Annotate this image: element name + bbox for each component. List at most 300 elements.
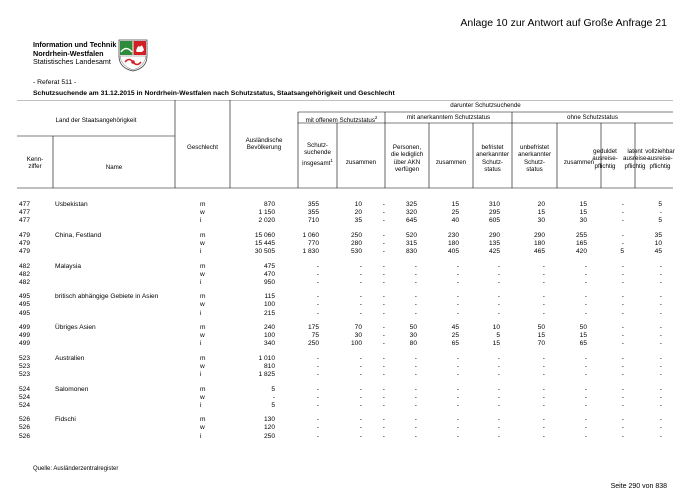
header-darunter: darunter Schutzsuchende [450, 102, 521, 109]
row-value: 465 [533, 248, 545, 256]
row-value: - [316, 301, 319, 309]
row-value: 30 505 [254, 248, 275, 256]
row-value: - [456, 385, 459, 393]
table-row [17, 301, 673, 309]
row-value: - [659, 301, 662, 309]
row-value: - [584, 278, 587, 286]
row-value: - [621, 239, 624, 247]
row-value: 770 [307, 239, 319, 247]
row-kennziffer: 477 [19, 201, 31, 208]
row-kennziffer: 482 [19, 278, 31, 286]
row-value: - [497, 309, 500, 317]
row-value: - [584, 432, 587, 440]
header-auslaendische-bevoelkerung: Ausländische Bevölkerung [245, 137, 283, 152]
table-row [17, 293, 673, 301]
table-row [17, 402, 673, 410]
row-value: 100 [263, 332, 275, 340]
row-value: - [359, 278, 362, 286]
table-row [17, 310, 673, 318]
table-row [17, 201, 673, 209]
header-ohne: ohne Schutzstatus [567, 114, 618, 121]
row-value: - [542, 416, 545, 424]
row-value: - [316, 362, 319, 370]
country-group [17, 232, 673, 257]
row-value: - [621, 209, 624, 217]
row-value: - [621, 293, 624, 301]
row-value: 15 [537, 332, 545, 340]
row-kennziffer: 526 [19, 416, 31, 424]
row-value: - [621, 385, 624, 393]
row-value: 475 [263, 262, 275, 270]
row-value: 290 [488, 231, 500, 239]
row-kennziffer: 523 [19, 371, 31, 379]
row-value: - [621, 401, 624, 409]
row-value: - [316, 371, 319, 379]
row-value: - [316, 416, 319, 424]
row-value: - [382, 217, 385, 225]
row-value: - [497, 301, 500, 309]
row-value: - [359, 301, 362, 309]
row-kennziffer: 477 [19, 209, 31, 217]
table-row [17, 248, 673, 256]
row-value: - [621, 324, 624, 331]
row-value: - [497, 385, 500, 393]
row-value: 355 [307, 201, 319, 208]
row-value: 180 [533, 239, 545, 247]
row-kennziffer: 524 [19, 385, 31, 393]
row-value: - [414, 362, 417, 370]
row-value: 310 [488, 201, 500, 208]
row-geschlecht: i [200, 309, 202, 317]
row-value: 30 [409, 332, 417, 340]
row-value: 50 [579, 324, 587, 331]
row-value: - [621, 416, 624, 424]
row-value: 45 [654, 248, 662, 256]
row-value: - [542, 354, 545, 362]
row-value: - [382, 340, 385, 348]
table-row [17, 340, 673, 348]
row-value: - [584, 416, 587, 424]
row-geschlecht: i [200, 401, 202, 409]
row-value: - [382, 293, 385, 301]
row-value: 295 [488, 209, 500, 217]
table-row [17, 355, 673, 363]
row-value: 65 [451, 340, 459, 348]
table-row [17, 371, 673, 379]
row-kennziffer: 495 [19, 301, 31, 309]
row-value: - [316, 262, 319, 270]
row-value: 250 [263, 432, 275, 440]
row-value: - [359, 424, 362, 432]
row-geschlecht: m [200, 324, 206, 331]
row-geschlecht: i [200, 248, 202, 256]
row-geschlecht: w [200, 362, 205, 370]
row-value: - [621, 309, 624, 317]
row-value: 15 [579, 209, 587, 217]
row-value: - [456, 301, 459, 309]
row-value: - [456, 362, 459, 370]
row-value: 10 [654, 239, 662, 247]
row-value: - [456, 270, 459, 278]
row-value: - [497, 278, 500, 286]
row-value: 50 [409, 324, 417, 331]
row-value: - [359, 262, 362, 270]
row-value: - [456, 371, 459, 379]
row-value: 175 [307, 324, 319, 331]
row-value: - [414, 385, 417, 393]
row-value: 30 [537, 217, 545, 225]
row-value: - [382, 201, 385, 208]
row-value: 15 [579, 201, 587, 208]
row-value: 425 [488, 248, 500, 256]
row-value: - [542, 424, 545, 432]
row-value: 215 [263, 309, 275, 317]
row-kennziffer: 479 [19, 239, 31, 247]
row-value: - [497, 270, 500, 278]
row-value: - [497, 262, 500, 270]
table-title: Schutzsuchende am 31.12.2015 in Nordrhein-Westfalen nach Schutzstatus, Staatsangehörigkeit und Geschlecht [33, 90, 395, 97]
row-value: - [542, 401, 545, 409]
row-value: 70 [537, 340, 545, 348]
country-group [17, 416, 673, 441]
row-value: - [316, 393, 319, 401]
header-zusammen-offen: zusammen [345, 159, 377, 166]
row-geschlecht: m [200, 416, 206, 424]
row-value: 520 [405, 231, 417, 239]
row-value: - [414, 270, 417, 278]
row-value: - [456, 309, 459, 317]
header-latent: latent ausreise- pflichtig [623, 148, 649, 170]
row-value: - [542, 309, 545, 317]
row-value: 710 [307, 217, 319, 225]
page-number: Seite 290 von 838 [610, 483, 667, 490]
row-kennziffer: 495 [19, 309, 31, 317]
row-value: - [584, 362, 587, 370]
row-country-name: Salomonen [55, 385, 89, 393]
row-value: 340 [263, 340, 275, 348]
row-value: 250 [307, 340, 319, 348]
table-row [17, 433, 673, 441]
table-row [17, 324, 673, 332]
row-value: - [359, 362, 362, 370]
row-value: - [659, 354, 662, 362]
row-value: - [497, 362, 500, 370]
row-value: - [316, 309, 319, 317]
row-value: - [414, 278, 417, 286]
row-value: 250 [350, 231, 362, 239]
row-value: - [542, 432, 545, 440]
row-value: 810 [263, 362, 275, 370]
row-value: - [584, 301, 587, 309]
row-value: - [382, 278, 385, 286]
row-value: - [414, 416, 417, 424]
org-line-1: Information und Technik [33, 40, 117, 49]
header-schutzsuchende [298, 142, 337, 167]
row-value: - [497, 293, 500, 301]
row-value: - [542, 293, 545, 301]
row-value: - [382, 301, 385, 309]
row-value: - [382, 393, 385, 401]
row-value: - [621, 217, 624, 225]
row-value: - [382, 416, 385, 424]
row-value: - [542, 371, 545, 379]
row-value: 10 [492, 324, 500, 331]
row-value: - [659, 293, 662, 301]
row-value: - [382, 324, 385, 331]
row-value: - [621, 262, 624, 270]
row-value: 180 [447, 239, 459, 247]
row-value: - [382, 362, 385, 370]
row-geschlecht: m [200, 354, 206, 362]
row-country-name: Übriges Asien [55, 324, 96, 331]
row-value: - [542, 278, 545, 286]
row-value: 355 [307, 209, 319, 217]
row-value: - [316, 401, 319, 409]
row-value: - [542, 301, 545, 309]
header-anerkannt: mit anerkanntem Schutzstatus [406, 114, 491, 121]
row-value: - [382, 385, 385, 393]
row-geschlecht: m [200, 231, 206, 239]
row-value: 15 [537, 209, 545, 217]
row-value: - [359, 309, 362, 317]
row-value: - [414, 371, 417, 379]
row-value: 870 [263, 201, 275, 208]
row-country-name: Australien [55, 354, 85, 362]
row-value: - [584, 401, 587, 409]
row-value: - [659, 393, 662, 401]
row-value: - [497, 432, 500, 440]
row-value: 830 [405, 248, 417, 256]
header-geschlecht: Geschlecht [187, 144, 218, 151]
row-value: - [382, 309, 385, 317]
table-row [17, 363, 673, 371]
header-zusammen-ohne: zusammen [563, 159, 595, 166]
row-value: - [414, 432, 417, 440]
row-geschlecht: m [200, 262, 206, 270]
row-value: - [659, 371, 662, 379]
row-kennziffer: 523 [19, 362, 31, 370]
row-value: - [497, 424, 500, 432]
row-value: 280 [350, 239, 362, 247]
row-value: 45 [451, 324, 459, 331]
row-value: - [621, 424, 624, 432]
row-kennziffer: 495 [19, 293, 31, 301]
row-kennziffer: 523 [19, 354, 31, 362]
row-country-name: britisch abhängige Gebiete in Asien [55, 293, 159, 301]
row-value: - [621, 432, 624, 440]
row-country-name: Usbekistan [55, 201, 88, 208]
table-row [17, 386, 673, 394]
row-value: 115 [264, 293, 275, 301]
row-value: - [359, 432, 362, 440]
row-value: 1 150 [258, 209, 275, 217]
row-geschlecht: w [200, 209, 205, 217]
header-name: Name [105, 164, 123, 171]
row-value: - [359, 293, 362, 301]
row-value: - [621, 201, 624, 208]
row-country-name: Malaysia [55, 262, 82, 270]
row-value: - [456, 354, 459, 362]
row-geschlecht: i [200, 217, 202, 225]
header-schutzsuchende-text: Schutz- suchende insgesamt [302, 142, 331, 167]
row-value: 5 [271, 401, 275, 409]
row-value: - [316, 278, 319, 286]
row-kennziffer: 524 [19, 393, 31, 401]
table-row [17, 217, 673, 225]
row-value: - [272, 393, 275, 401]
row-value: - [382, 332, 385, 340]
row-kennziffer: 499 [19, 324, 31, 331]
row-value: 605 [488, 217, 500, 225]
row-value: 325 [405, 201, 417, 208]
row-geschlecht: i [200, 340, 202, 348]
row-value: - [584, 371, 587, 379]
row-geschlecht: i [200, 278, 202, 286]
row-value: - [542, 385, 545, 393]
row-value: - [584, 309, 587, 317]
row-value: - [414, 293, 417, 301]
row-value: - [621, 393, 624, 401]
row-kennziffer: 482 [19, 262, 31, 270]
row-value: - [497, 416, 500, 424]
row-geschlecht: m [200, 385, 206, 393]
row-geschlecht: w [200, 424, 205, 432]
row-geschlecht: m [200, 293, 206, 301]
row-value: 120 [263, 424, 275, 432]
row-value: - [382, 209, 385, 217]
row-value: - [584, 293, 587, 301]
header-geduldet: geduldet ausreise- pflichtig [592, 148, 618, 170]
row-value: 1 825 [258, 371, 275, 379]
row-geschlecht: w [200, 332, 205, 340]
row-value: - [659, 340, 662, 348]
row-value: - [659, 262, 662, 270]
row-value: - [659, 270, 662, 278]
row-value: - [497, 371, 500, 379]
row-value: - [542, 270, 545, 278]
row-value: - [456, 424, 459, 432]
row-value: - [382, 231, 385, 239]
row-value: 290 [533, 231, 545, 239]
row-value: - [621, 270, 624, 278]
row-value: - [414, 424, 417, 432]
row-value: - [542, 362, 545, 370]
row-kennziffer: 479 [19, 248, 31, 256]
row-geschlecht: i [200, 371, 202, 379]
row-value: - [456, 293, 459, 301]
row-value: 5 [658, 201, 662, 208]
row-value: - [456, 432, 459, 440]
row-value: 20 [537, 201, 545, 208]
row-value: 5 [271, 385, 275, 393]
row-value: - [584, 393, 587, 401]
row-geschlecht: w [200, 239, 205, 247]
row-value: 30 [354, 332, 362, 340]
row-value: - [584, 354, 587, 362]
row-value: 30 [579, 217, 587, 225]
row-value: 315 [405, 239, 417, 247]
row-value: - [382, 371, 385, 379]
row-value: 1 010 [258, 354, 275, 362]
table-row [17, 279, 673, 287]
row-country-name: Fidschi [55, 416, 76, 424]
row-kennziffer: 499 [19, 340, 31, 348]
row-value: 5 [620, 248, 624, 256]
row-value: - [414, 393, 417, 401]
row-value: 75 [311, 332, 319, 340]
table-row [17, 394, 673, 402]
row-value: 15 [492, 340, 500, 348]
row-geschlecht: w [200, 393, 205, 401]
row-value: - [456, 262, 459, 270]
row-value: 15 [579, 332, 587, 340]
row-value: 1 060 [302, 231, 319, 239]
row-value: - [456, 278, 459, 286]
table-row [17, 416, 673, 424]
org-line-2: Nordrhein-Westfalen [33, 48, 104, 58]
row-value: - [659, 432, 662, 440]
row-value: 130 [263, 416, 275, 424]
header-land: Land der Staatsangehörigkeit [55, 117, 137, 124]
row-value: - [382, 432, 385, 440]
header-befristet: befristet anerkannter Schutz- status [475, 144, 510, 174]
row-country-name: China, Festland [55, 231, 102, 239]
row-value: - [316, 270, 319, 278]
country-group [17, 201, 673, 226]
row-value: 35 [654, 231, 662, 239]
row-value: - [382, 239, 385, 247]
row-kennziffer: 526 [19, 424, 31, 432]
row-value: 100 [350, 340, 362, 348]
source-footnote: Quelle: Ausländerzentralregister [33, 466, 119, 472]
header-unbefristet: unbefristet anerkannter Schutz- status [517, 144, 552, 174]
table-row [17, 209, 673, 217]
row-value: - [414, 301, 417, 309]
row-value: - [382, 270, 385, 278]
table-header [17, 100, 673, 190]
row-value: - [621, 340, 624, 348]
row-value: 15 060 [254, 231, 275, 239]
row-value: 20 [354, 209, 362, 217]
row-value: - [659, 332, 662, 340]
row-value: 405 [447, 248, 459, 256]
nrw-coat-of-arms-icon [117, 38, 149, 72]
row-value: 50 [537, 324, 545, 331]
row-kennziffer: 526 [19, 432, 31, 440]
row-value: - [497, 401, 500, 409]
row-value: - [497, 354, 500, 362]
row-value: - [456, 416, 459, 424]
header-vollziehbar: vollziehbar ausreise- pflichtig [645, 148, 675, 170]
row-value: - [621, 301, 624, 309]
table-row [17, 271, 673, 279]
row-value: - [316, 385, 319, 393]
row-value: 1 830 [302, 248, 319, 256]
row-value: 15 445 [254, 239, 275, 247]
row-value: - [659, 209, 662, 217]
row-geschlecht: m [200, 201, 206, 208]
row-value: - [456, 401, 459, 409]
row-value: 5 [496, 332, 500, 340]
row-value: - [414, 262, 417, 270]
footnote-marker-1: 1 [330, 157, 333, 163]
table-row [17, 263, 673, 271]
table-row [17, 332, 673, 340]
header-kennziffer: Kenn- ziffer [26, 156, 44, 171]
row-value: - [316, 424, 319, 432]
row-value: - [359, 416, 362, 424]
row-geschlecht: w [200, 301, 205, 309]
